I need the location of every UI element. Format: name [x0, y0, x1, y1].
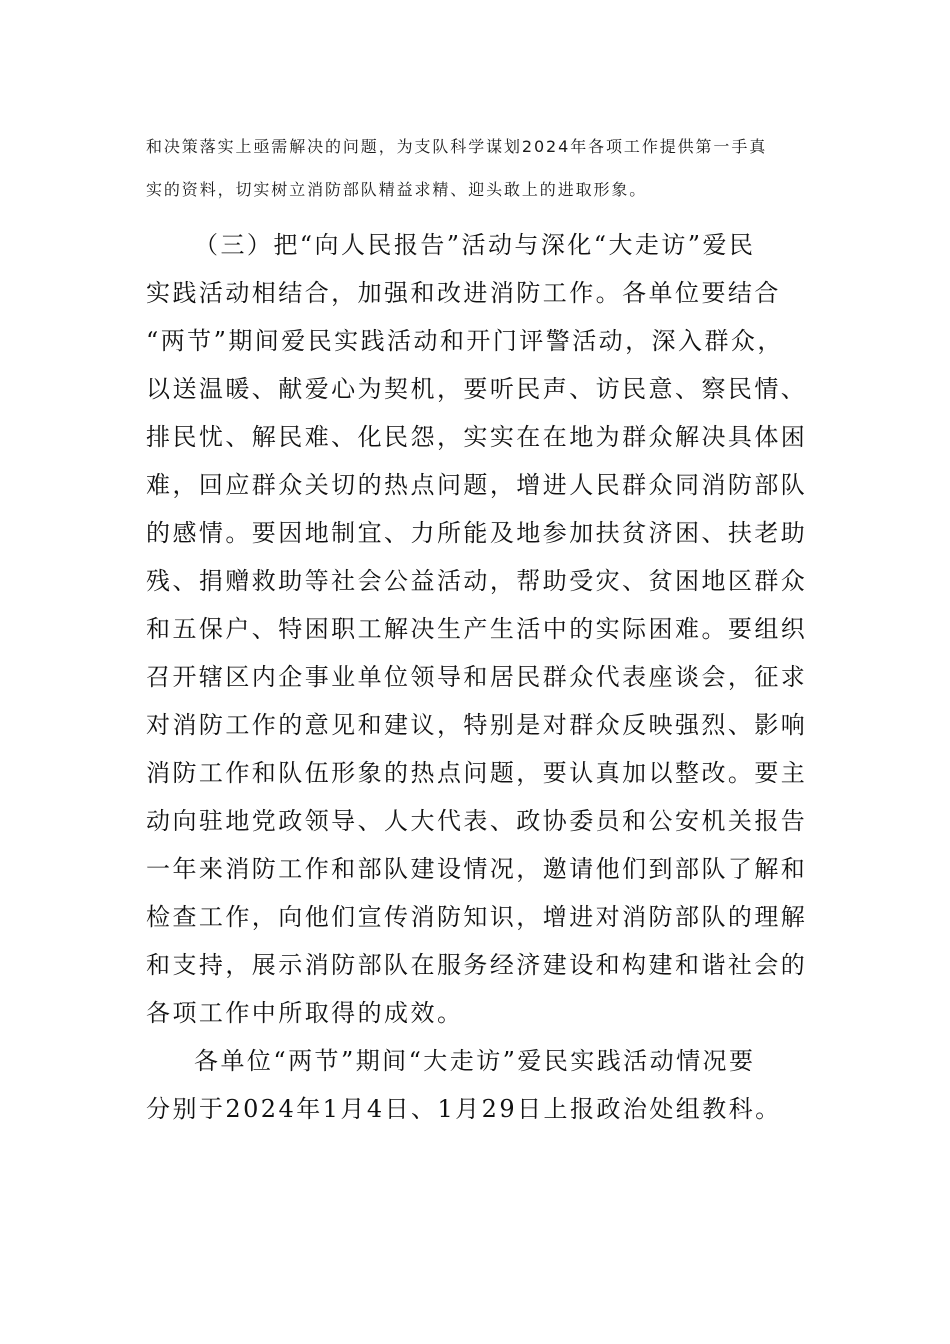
section3-line-2: 实践活动相结合，加强和改进消防工作。各单位要结合 [146, 279, 781, 307]
section3-line-3: “两节”期间爱民实践活动和开门评警活动，深入群众， [146, 327, 784, 355]
carryover-line-1: 和决策落实上亟需解决的问题，为支队科学谋划2024年各项工作提供第一手真 [146, 137, 768, 156]
section3-line-13: 动向驻地党政领导、人大代表、政协委员和公安机关报告 [146, 807, 808, 835]
section3-line-14: 一年来消防工作和部队建设情况，邀请他们到部队了解和 [146, 855, 808, 883]
section3-line-16: 和支持，展示消防部队在服务经济建设和构建和谐社会的 [146, 951, 808, 979]
section3-heading-line: （三）把“向人民报告”活动与深化“大走访”爱民 [194, 231, 756, 259]
section3-line-10: 召开辖区内企事业单位领导和居民群众代表座谈会，征求 [146, 663, 808, 691]
section3-line-15: 检查工作，向他们宣传消防知识，增进对消防部队的理解 [146, 903, 808, 931]
carryover-line-2: 实的资料，切实树立消防部队精益求精、迎头敢上的进取形象。 [146, 180, 648, 199]
section3-line-9: 和五保户、特困职工解决生产生活中的实际困难。要组织 [146, 615, 808, 643]
closing-line-1: 各单位“两节”期间“大走访”爱民实践活动情况要 [194, 1047, 756, 1075]
section3-line-4: 以送温暖、献爱心为契机，要听民声、访民意、察民情、 [146, 375, 808, 403]
section3-line-5: 排民忧、解民难、化民怨，实实在在地为群众解决具体困 [146, 423, 808, 451]
section3-line-12: 消防工作和队伍形象的热点问题，要认真加以整改。要主 [146, 759, 808, 787]
section3-line-6: 难，回应群众关切的热点问题，增进人民群众同消防部队 [146, 471, 808, 499]
closing-line-2: 分别于2024年1月4日、1月29日上报政治处组教科。 [146, 1095, 782, 1123]
section3-line-17: 各项工作中所取得的成效。 [146, 999, 464, 1027]
section3-line-11: 对消防工作的意见和建议，特别是对群众反映强烈、影响 [146, 711, 808, 739]
section3-line-7: 的感情。要因地制宜、力所能及地参加扶贫济困、扶老助 [146, 519, 808, 547]
section3-line-8: 残、捐赠救助等社会公益活动，帮助受灾、贫困地区群众 [146, 567, 808, 595]
